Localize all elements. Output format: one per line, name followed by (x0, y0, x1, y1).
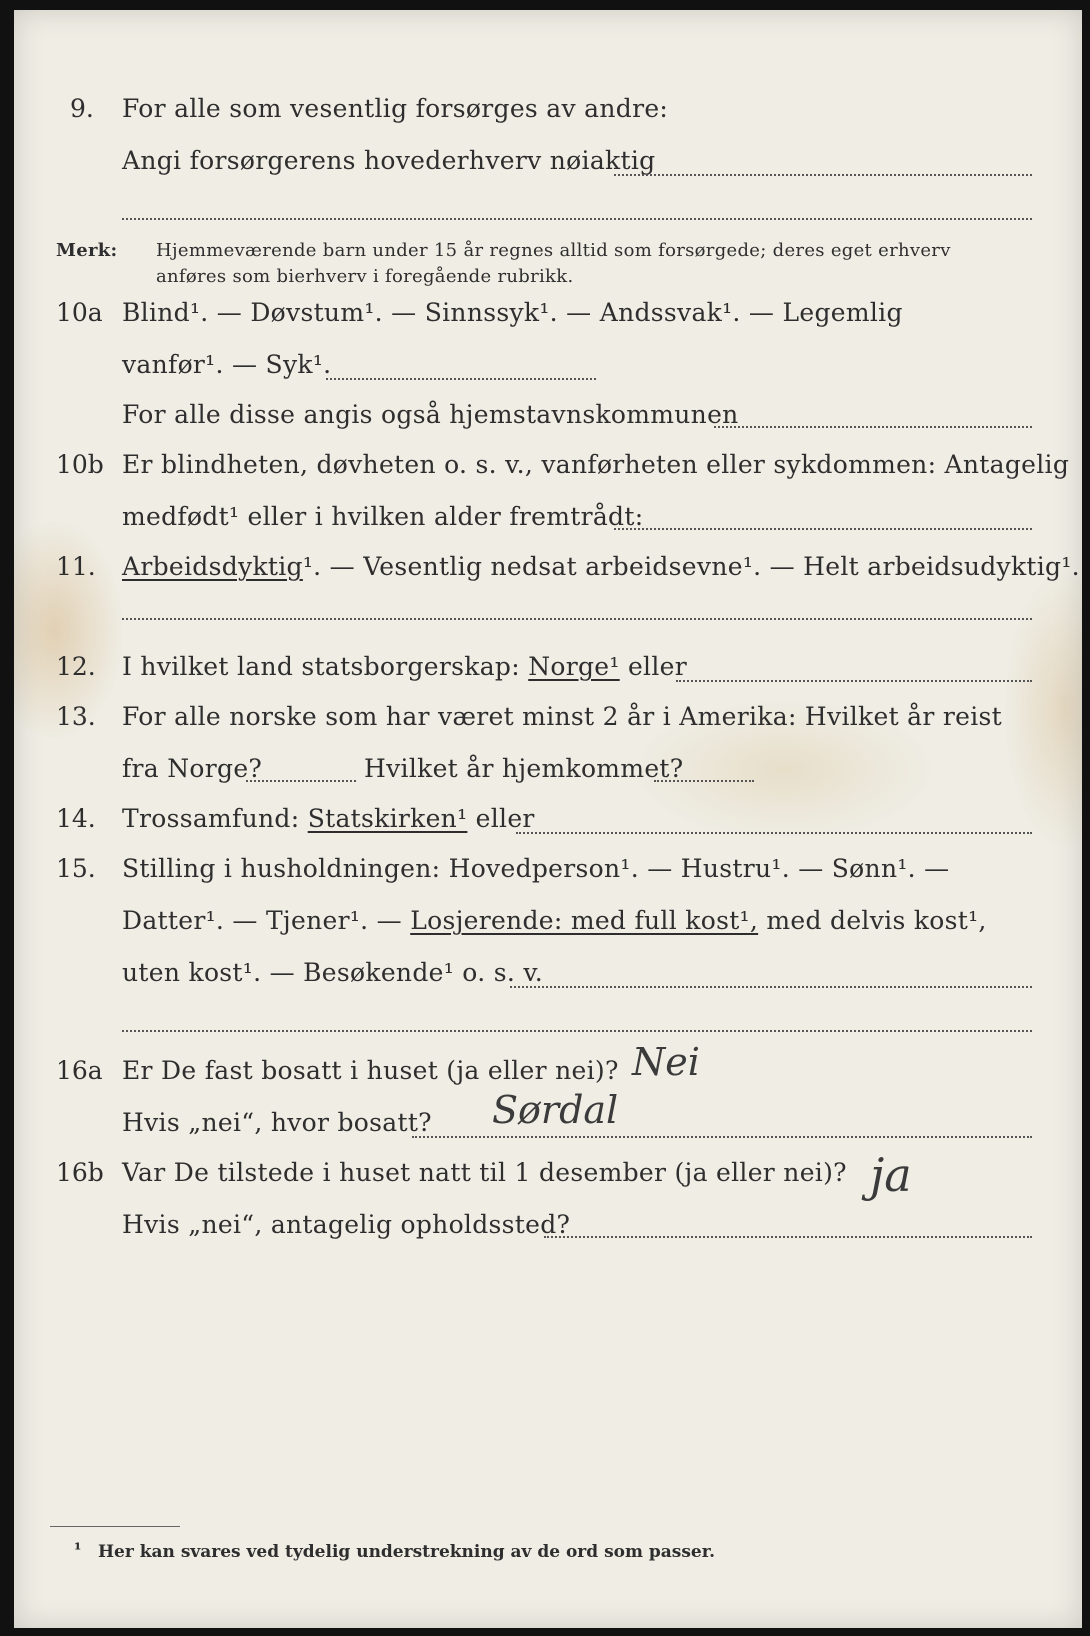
q9-answer-line-2[interactable] (122, 218, 1032, 220)
q10b-number: 10b (56, 450, 104, 479)
q16a-line2: Hvis „nei“, hvor bosatt? (122, 1108, 432, 1137)
q15-answer-line-2[interactable] (122, 1030, 1032, 1032)
merk-line2: anføres som bierhverv i foregående rubrikk. (156, 266, 574, 287)
q13-reist-line[interactable] (246, 780, 356, 782)
q13-line2b: Hvilket år hjemkommet? (364, 754, 684, 783)
footnote-rule (50, 1526, 180, 1527)
q15-line1: Stilling i husholdningen: Hovedperson¹. — Hustru¹. — Sønn¹. — (122, 854, 950, 883)
q9-line1: For alle som vesentlig forsørges av andre: (122, 94, 669, 123)
q16a-bosatt-line[interactable] (412, 1136, 1032, 1138)
q9-number: 9. (70, 94, 94, 123)
footnote-mark: ¹ (74, 1540, 82, 1560)
q10a-kommune-line[interactable] (714, 426, 1032, 428)
merk-line1: Hjemmeværende barn under 15 år regnes alltid som forsørgede; deres eget erhverv (156, 240, 951, 261)
q11-text (122, 552, 1080, 581)
q14-answer-line[interactable] (516, 832, 1032, 834)
q10a-number: 10a (56, 298, 103, 327)
q12-number: 12. (56, 652, 96, 681)
q11-rest: ¹. — Vesentlig nedsat arbeidsevne¹. — Helt arbeidsudyktig¹. (302, 552, 1080, 581)
q13-hjemkommet-line[interactable] (654, 780, 754, 782)
q16a-line1: Er De fast bosatt i huset (ja eller nei)? (122, 1056, 619, 1085)
q12-answer-line[interactable] (676, 680, 1032, 682)
q13-number: 13. (56, 702, 96, 731)
q15-underlined-choice: Losjerende: med full kost¹, (410, 906, 759, 935)
q12-text: I hvilket land statsborgerskap: Norge¹ eller (122, 652, 687, 681)
q16b-handwritten-answer: ja (870, 1148, 912, 1202)
q10a-line1: Blind¹. — Døvstum¹. — Sinnssyk¹. — Andssvak¹. — Legemlig (122, 298, 903, 327)
q16b-opholdssted-line[interactable] (544, 1236, 1032, 1238)
q11-number: 11. (56, 552, 96, 581)
q14-underlined-choice: Statskirken¹ (307, 804, 468, 833)
q14-text: Trossamfund: Statskirken¹ eller (122, 804, 535, 833)
footnote-text: Her kan svares ved tydelig understrekning av de ord som passer. (98, 1542, 716, 1562)
q13-line2a: fra Norge? (122, 754, 263, 783)
q10b-answer-line[interactable] (614, 528, 1032, 530)
q13-line1: For alle norske som har været minst 2 år i Amerika: Hvilket år reist (122, 702, 1003, 731)
q16a-handwritten-answer-2: Sørdal (492, 1088, 619, 1132)
q11-answer-line[interactable] (122, 618, 1032, 620)
q16b-line2: Hvis „nei“, antagelig opholdssted? (122, 1210, 571, 1239)
q11-underlined-choice: Arbeidsdyktig (122, 552, 303, 581)
q10a-syk-line[interactable] (326, 378, 596, 380)
q9-answer-line[interactable] (614, 174, 1032, 176)
q10b-line2: medfødt¹ eller i hvilken alder fremtrådt: (122, 502, 644, 531)
merk-label: Merk: (56, 240, 118, 261)
q12-underlined-choice: Norge¹ (528, 652, 620, 681)
q10b-line1: Er blindheten, døvheten o. s. v., vanførheten eller sykdommen: Antagelig (122, 450, 1070, 479)
census-form-page (14, 10, 1082, 1628)
q10a-line2: vanfør¹. — Syk¹. (122, 350, 332, 379)
q15-line3: uten kost¹. — Besøkende¹ o. s. v. (122, 958, 544, 987)
q16a-handwritten-answer-1: Nei (632, 1040, 700, 1084)
q10a-line3: For alle disse angis også hjemstavnskommunen (122, 400, 739, 429)
q16a-number: 16a (56, 1056, 103, 1085)
q16b-number: 16b (56, 1158, 104, 1187)
q15-number: 15. (56, 854, 96, 883)
q16b-line1: Var De tilstede i huset natt til 1 desember (ja eller nei)? (122, 1158, 847, 1187)
q15-line2: Datter¹. — Tjener¹. — Losjerende: med full kost¹, med delvis kost¹, (122, 906, 987, 935)
q9-line2: Angi forsørgerens hovederhverv nøiaktig (122, 146, 656, 175)
q15-answer-line[interactable] (510, 986, 1032, 988)
q14-number: 14. (56, 804, 96, 833)
